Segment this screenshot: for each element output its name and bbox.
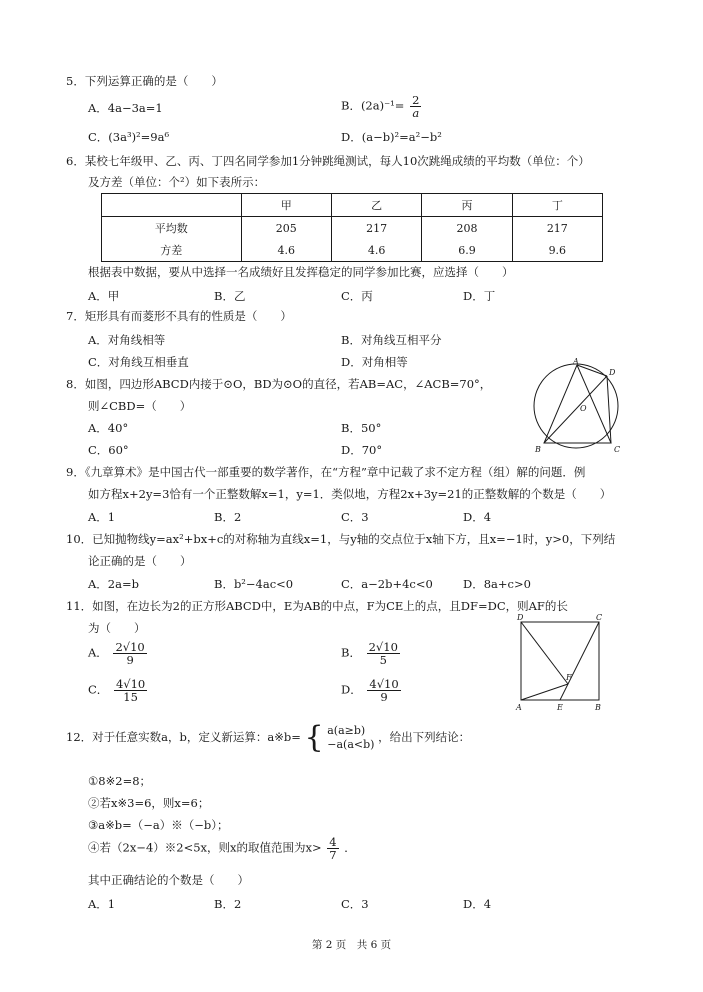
- q12-option-c: C．3: [341, 897, 369, 911]
- table-cell: 6.9: [422, 239, 512, 262]
- table-cell: 平均数: [102, 217, 242, 240]
- q12-item-4-fraction: [327, 836, 338, 861]
- q7-option-a: A．对角线相等: [88, 333, 166, 347]
- label-a: A: [516, 703, 522, 712]
- q8-option-c: C．60°: [88, 443, 129, 457]
- q11-option-a-numerator: 2√10: [115, 640, 145, 654]
- q11-option-d-label: D．: [341, 682, 362, 697]
- q11-option-c: [88, 678, 149, 703]
- table-header-cell: 丁: [512, 194, 602, 217]
- table-cell: 217: [331, 217, 421, 240]
- q8-stem-line1: 8．如图，四边形ABCD内接于⊙O，BD为⊙O的直径，若AB=AC，∠ACB=70°，: [66, 377, 492, 391]
- label-a: A: [573, 357, 579, 366]
- q6-option-c: C．丙: [341, 289, 373, 303]
- q10-option-d: D．8a+c>0: [463, 577, 531, 591]
- label-f: F: [566, 673, 572, 682]
- q11-option-a-fraction: [113, 641, 146, 666]
- q6-option-b: B．乙: [214, 289, 246, 303]
- q11-stem-line2: 为（ ）: [88, 621, 146, 635]
- table-cell: 4.6: [331, 239, 421, 262]
- label-e: E: [557, 703, 563, 712]
- table-header-cell: [102, 194, 242, 217]
- q11-square-figure: [512, 612, 608, 712]
- q6-after: 根据表中数据，要从中选择一名成绩好且发挥稳定的同学参加比赛，应选择（ ）: [88, 265, 514, 279]
- q11-option-b-label: B．: [341, 645, 361, 660]
- q11-option-d-fraction: [367, 678, 400, 703]
- q9-option-a: A．1: [88, 510, 116, 524]
- triangle-abc: [544, 365, 611, 443]
- label-b: B: [535, 445, 541, 454]
- q12-item-1: ①8※2=8；: [88, 774, 152, 788]
- q12-stem-prefix: 12．对于任意实数a，b，定义新运算：a※b=: [66, 730, 301, 744]
- q12-stem: [66, 720, 471, 755]
- q12-option-b: B．2: [214, 897, 242, 911]
- q11-option-b: [341, 641, 402, 666]
- q7-option-c: C．对角线互相垂直: [88, 355, 189, 369]
- q12-cases: [327, 724, 374, 752]
- q10-option-b: B．b²−4ac<0: [214, 577, 294, 591]
- table-cell: 208: [422, 217, 512, 240]
- q12-stem-suffix: ，给出下列结论：: [378, 730, 471, 744]
- q11-stem-line1: 11．如图，在边长为2的正方形ABCD中，E为AB的中点，F为CE上的点，且DF=DC，则AF的长: [66, 599, 568, 613]
- q9-option-d: D．4: [463, 510, 492, 524]
- circle-o: [534, 364, 618, 448]
- q8-option-b: B．50°: [341, 421, 382, 435]
- q12-option-d: D．4: [463, 897, 492, 911]
- table-cell: 方差: [102, 239, 242, 262]
- diameter-bd: [544, 376, 607, 443]
- q11-option-c-denominator: 15: [123, 690, 138, 704]
- q11-option-a-label: A．: [88, 645, 108, 660]
- q12-ask: 其中正确结论的个数是（ ）: [88, 873, 249, 887]
- q11-option-b-fraction: [367, 641, 400, 666]
- q10-option-c: C．a−2b+4c<0: [341, 577, 433, 591]
- q5-option-b: [341, 94, 423, 119]
- q6-stem-line1: 6．某校七年级甲、乙、丙、丁四名同学参加1分钟跳绳测试，每人10次跳绳成绩的平均数（单位：个）: [66, 154, 590, 168]
- segment-ce: [560, 622, 599, 700]
- q11-option-d-denominator: 9: [380, 690, 388, 704]
- page-footer: 第 2 页 共 6 页: [311, 939, 392, 951]
- q12-item-3: ③a※b=（−a）※（−b）；: [88, 818, 229, 832]
- q8-option-d: D．70°: [341, 443, 383, 457]
- table-header-cell: 丙: [422, 194, 512, 217]
- q5-option-b-denominator: a: [412, 106, 420, 120]
- q5-option-d: D．(a−b)²=a²−b²: [341, 130, 442, 144]
- q9-option-b: B．2: [214, 510, 242, 524]
- q5-stem: 5．下列运算正确的是（ ）: [66, 74, 223, 88]
- q12-case-2: −a(a<b): [327, 738, 375, 751]
- q9-stem-line1: 9．《九章算术》是中国古代一部重要的数学著作，在“方程”章中记载了求不定方程（组）解的问题．例: [66, 465, 586, 479]
- label-c: C: [614, 445, 621, 454]
- q5-option-b-fraction: [410, 94, 421, 119]
- q11-option-b-denominator: 5: [379, 653, 387, 667]
- q5-option-c: C．(3a³)²=9a⁶: [88, 130, 170, 144]
- table-row: [102, 217, 603, 240]
- q12-item-2: ②若x※3=6，则x=6；: [88, 796, 210, 810]
- q12-item-4-prefix: ④若（2x−4）※2<5x，则x的取值范围为x>: [88, 840, 322, 855]
- table-cell: 4.6: [241, 239, 331, 262]
- q5-option-a: A．4a−3a=1: [88, 101, 163, 115]
- q11-option-d: [341, 678, 403, 703]
- q11-option-c-label: C．: [88, 682, 109, 697]
- q11-option-d-numerator: 4√10: [369, 677, 399, 691]
- q12-option-a: A．1: [88, 897, 116, 911]
- label-b: B: [595, 703, 601, 712]
- q9-option-c: C．3: [341, 510, 369, 524]
- q7-option-b: B．对角线互相平分: [341, 333, 442, 347]
- label-d: D: [609, 368, 616, 377]
- q8-stem-line2: 则∠CBD=（ ）: [88, 399, 192, 413]
- q12-item-4-suffix: ．: [344, 840, 356, 855]
- q10-stem-line1: 10．已知抛物线y=ax²+bx+c的对称轴为直线x=1，与y轴的交点位于x轴下方，且x=−1时，y>0，下列结: [66, 532, 616, 546]
- segment-df: [521, 622, 568, 684]
- q6-stem-line2: 及方差（单位：个²）如下表所示：: [88, 175, 266, 189]
- q12-item-4-denominator: 7: [329, 848, 337, 862]
- table-cell: 9.6: [512, 239, 602, 262]
- q9-stem-line2: 如方程x+2y=3恰有一个正整数解x=1，y=1．类似地，方程2x+3y=21的正整数解的个数是（ ）: [88, 487, 612, 501]
- table-row: [102, 239, 603, 262]
- q12-case-1: a(a≥b): [327, 724, 366, 737]
- q5-option-b-numerator: 2: [412, 93, 420, 107]
- table-cell: 217: [512, 217, 602, 240]
- table-row: [102, 194, 603, 217]
- q5-option-b-prefix: B．(2a)⁻¹=: [341, 98, 405, 113]
- q12-item-4: [88, 836, 356, 861]
- q11-option-c-fraction: [114, 678, 147, 703]
- q8-option-a: A．40°: [88, 421, 129, 435]
- label-o: O: [580, 404, 587, 413]
- label-c: C: [596, 613, 603, 622]
- q6-table: [101, 193, 603, 262]
- table-header-cell: 乙: [331, 194, 421, 217]
- q11-option-c-numerator: 4√10: [115, 677, 146, 691]
- table-header-cell: 甲: [241, 194, 331, 217]
- q11-option-a-denominator: 9: [126, 653, 134, 667]
- q6-option-d: D．丁: [463, 289, 496, 303]
- q11-option-b-numerator: 2√10: [368, 640, 398, 654]
- q7-stem: 7．矩形具有而菱形不具有的性质是（ ）: [66, 309, 292, 323]
- q10-option-a: A．2a=b: [88, 577, 139, 591]
- q6-option-a: A．甲: [88, 289, 120, 303]
- q7-option-d: D．对角相等: [341, 355, 408, 369]
- square-abcd: [521, 622, 599, 700]
- q12-item-4-numerator: 4: [329, 835, 337, 849]
- q10-stem-line2: 论正确的是（ ）: [88, 554, 192, 568]
- q8-circle-figure: [532, 356, 624, 456]
- label-d: D: [517, 613, 524, 622]
- table-cell: 205: [241, 217, 331, 240]
- q12-brace: {: [304, 720, 324, 755]
- q11-option-a: [88, 641, 149, 666]
